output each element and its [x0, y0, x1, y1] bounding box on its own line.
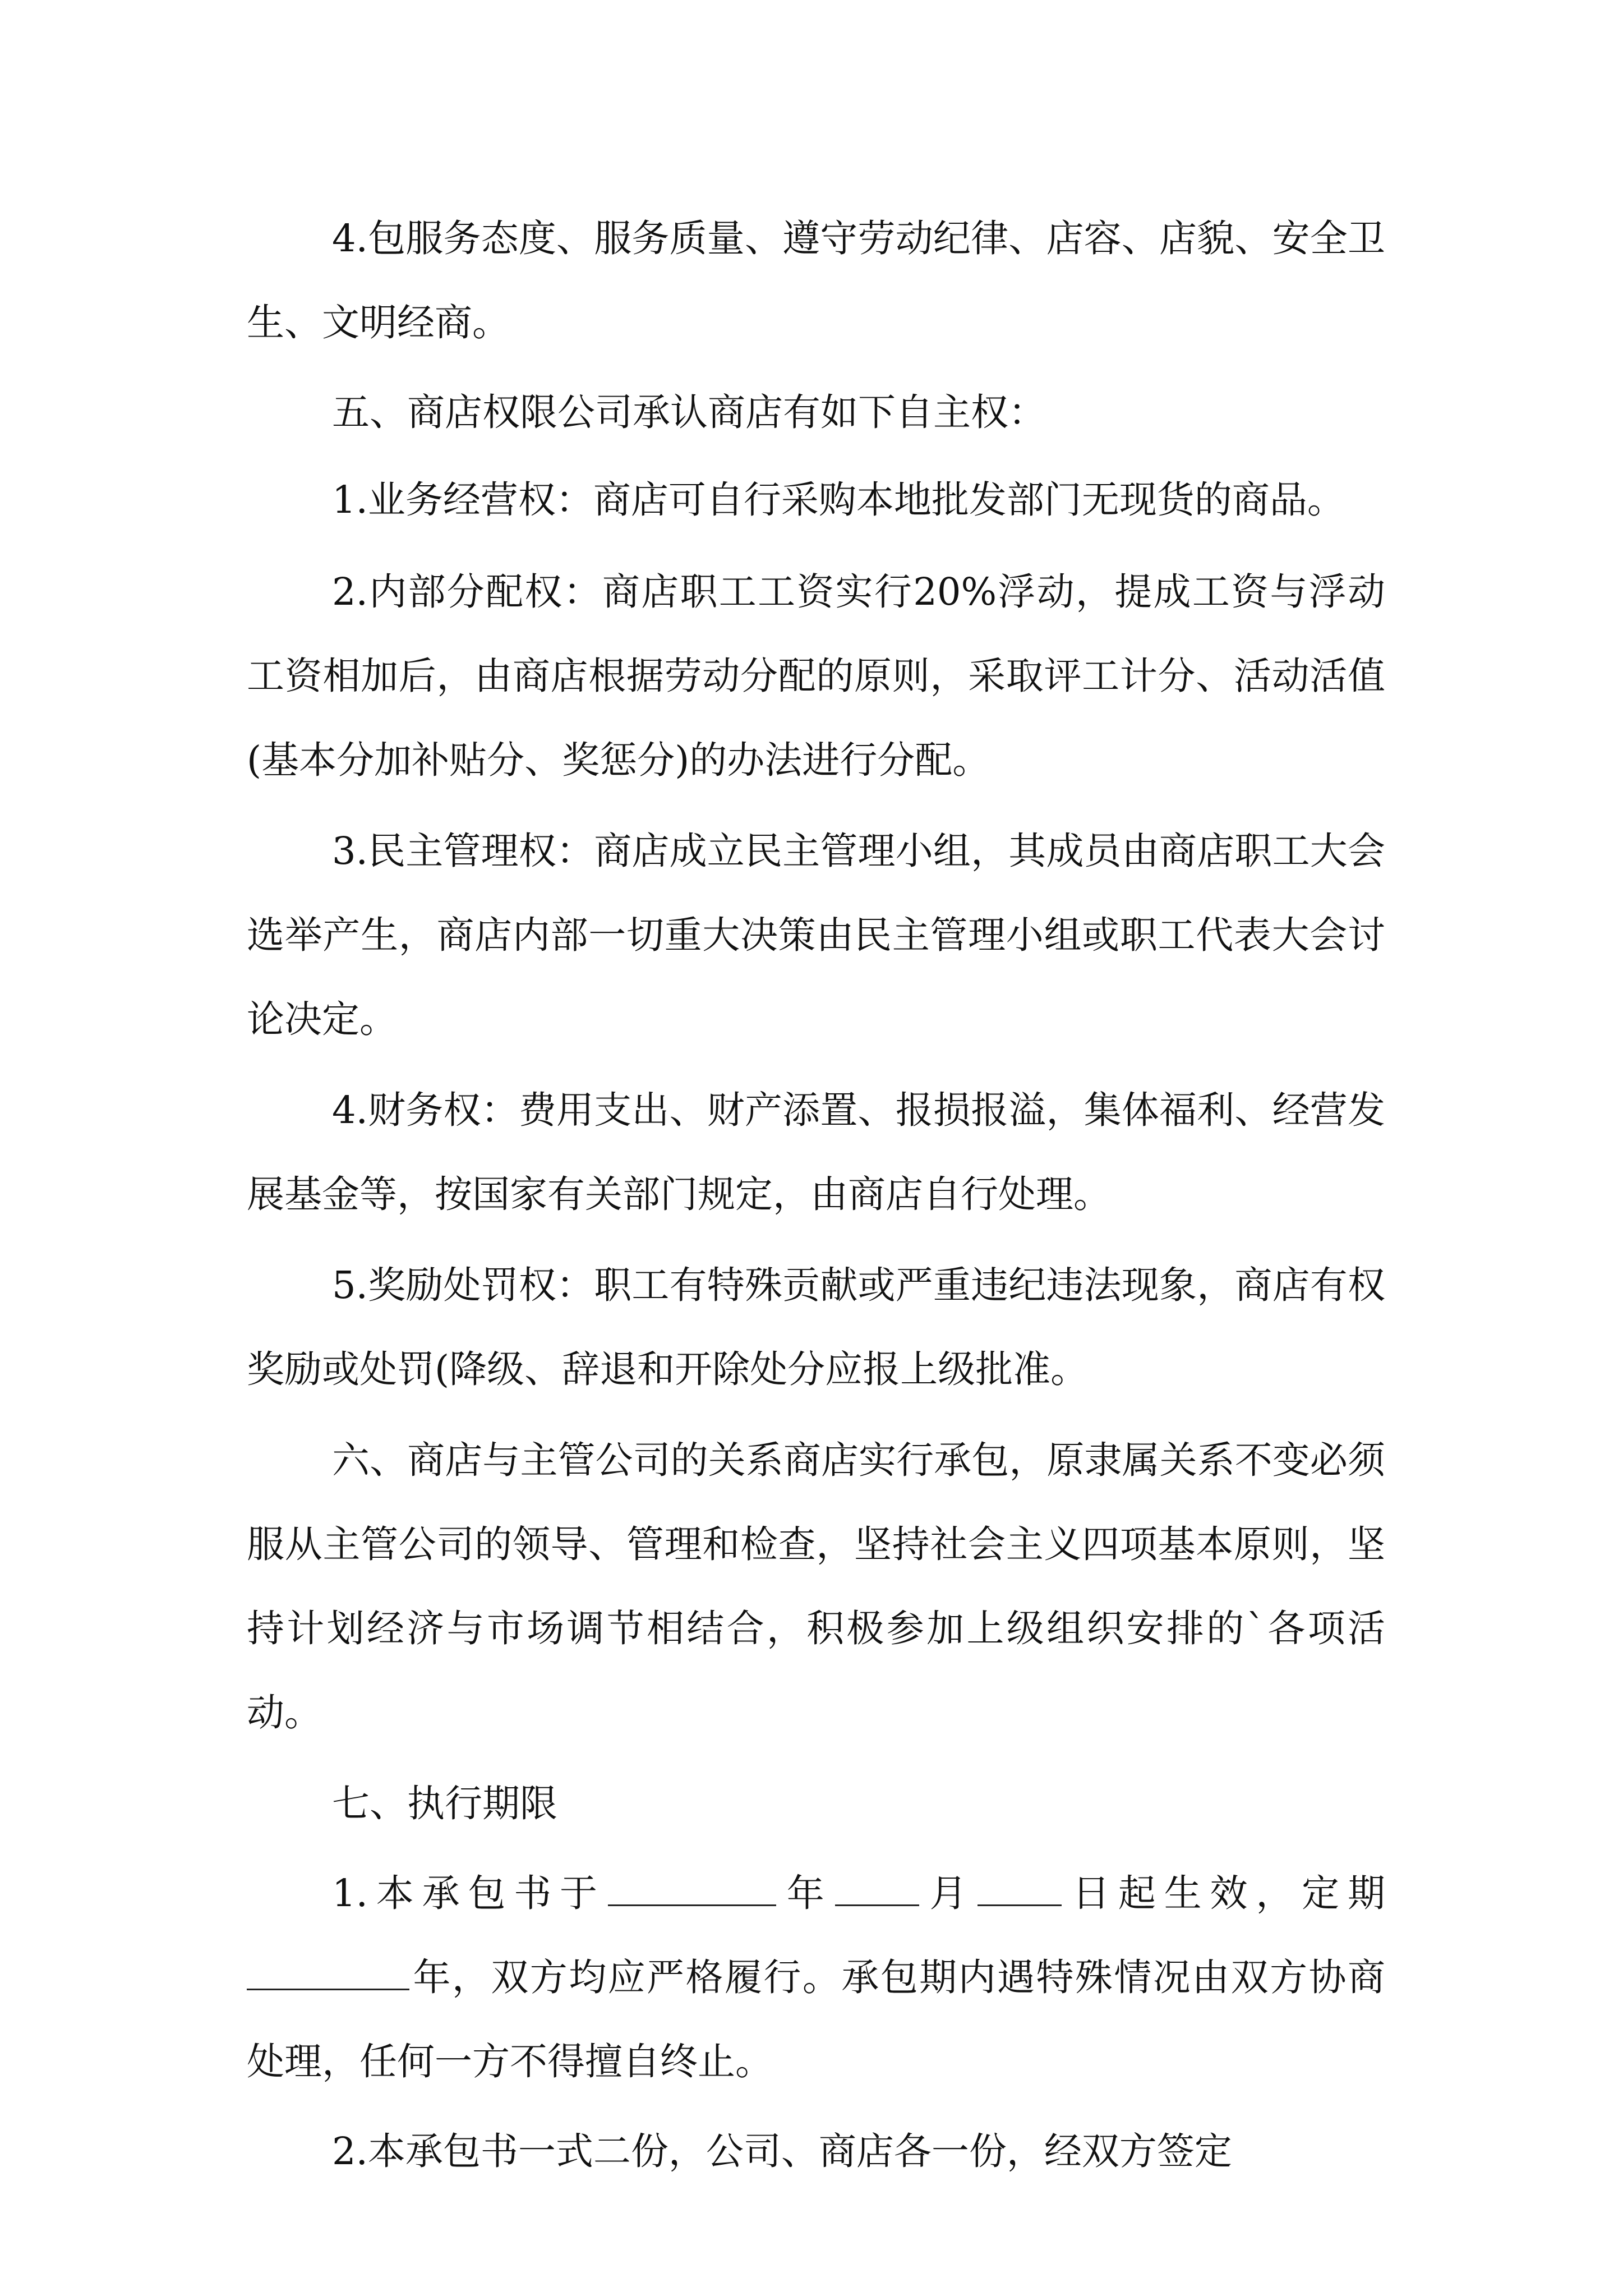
term-text-end: 年，双方均应严格履行。承包期内遇特殊情况由双方协商处理，任何一方不得擅自终止。 [247, 1955, 1385, 2083]
paragraph-business-right: 1.业务经营权：商店可自行采购本地批发部门无现货的商品。 [332, 478, 1345, 522]
paragraph-copies: 2.本承包书一式二份，公司、商店各一份，经双方签定 [332, 2129, 1232, 2173]
year-blank[interactable] [608, 1871, 776, 1906]
paragraph-service-duties: 4.包服务态度、服务质量、遵守劳动纪律、店容、店貌、安全卫生、文明经商。 [247, 217, 1385, 344]
paragraph-distribution-right: 2.内部分配权：商店职工工资实行20%浮动，提成工资与浮动工资相加后，由商店根据劳动分配的原则，采取评工计分、活动活值(基本分加补贴分、奖惩分)的办法进行分配。 [247, 570, 1385, 782]
month-blank[interactable] [835, 1871, 919, 1906]
paragraph-term-heading: 七、执行期限 [332, 1782, 557, 1825]
term-text-month: 月 [921, 1871, 976, 1915]
term-text-year: 年 [778, 1871, 833, 1915]
paragraph-reward-punishment: 5.奖励处罚权：职工有特殊贡献或严重违纪违法现象，商店有权奖励或处罚(降级、辞退和开除处分应报上级批准。 [247, 1263, 1385, 1391]
term-text-day: 日起生效，定期 [1064, 1871, 1385, 1915]
paragraph-store-rights-heading: 五、商店权限公司承认商店有如下自主权： [332, 390, 1046, 434]
duration-years-blank[interactable] [247, 1955, 409, 1990]
paragraph-finance-right: 4.财务权：费用支出、财产添置、报损报溢，集体福利、经营发展基金等，按国家有关部门规定，由商店自行处理。 [247, 1088, 1385, 1216]
paragraph-democratic-management: 3.民主管理权：商店成立民主管理小组，其成员由商店职工大会选举产生，商店内部一切重大决策由民主管理小组或职工代表大会讨论决定。 [247, 829, 1385, 1041]
paragraph-company-relationship: 六、商店与主管公司的关系商店实行承包，原隶属关系不变必须服从主管公司的领导、管理和检查，坚持社会主义四项基本原则，坚持计划经济与市场调节相结合，积极参加上级组织安排的`各项活动。 [247, 1438, 1385, 1734]
paragraph-effective-term [247, 1851, 1385, 2104]
document-body [247, 202, 1385, 2193]
term-text-start: 1.本承包书于 [332, 1871, 606, 1915]
day-blank[interactable] [978, 1871, 1062, 1906]
